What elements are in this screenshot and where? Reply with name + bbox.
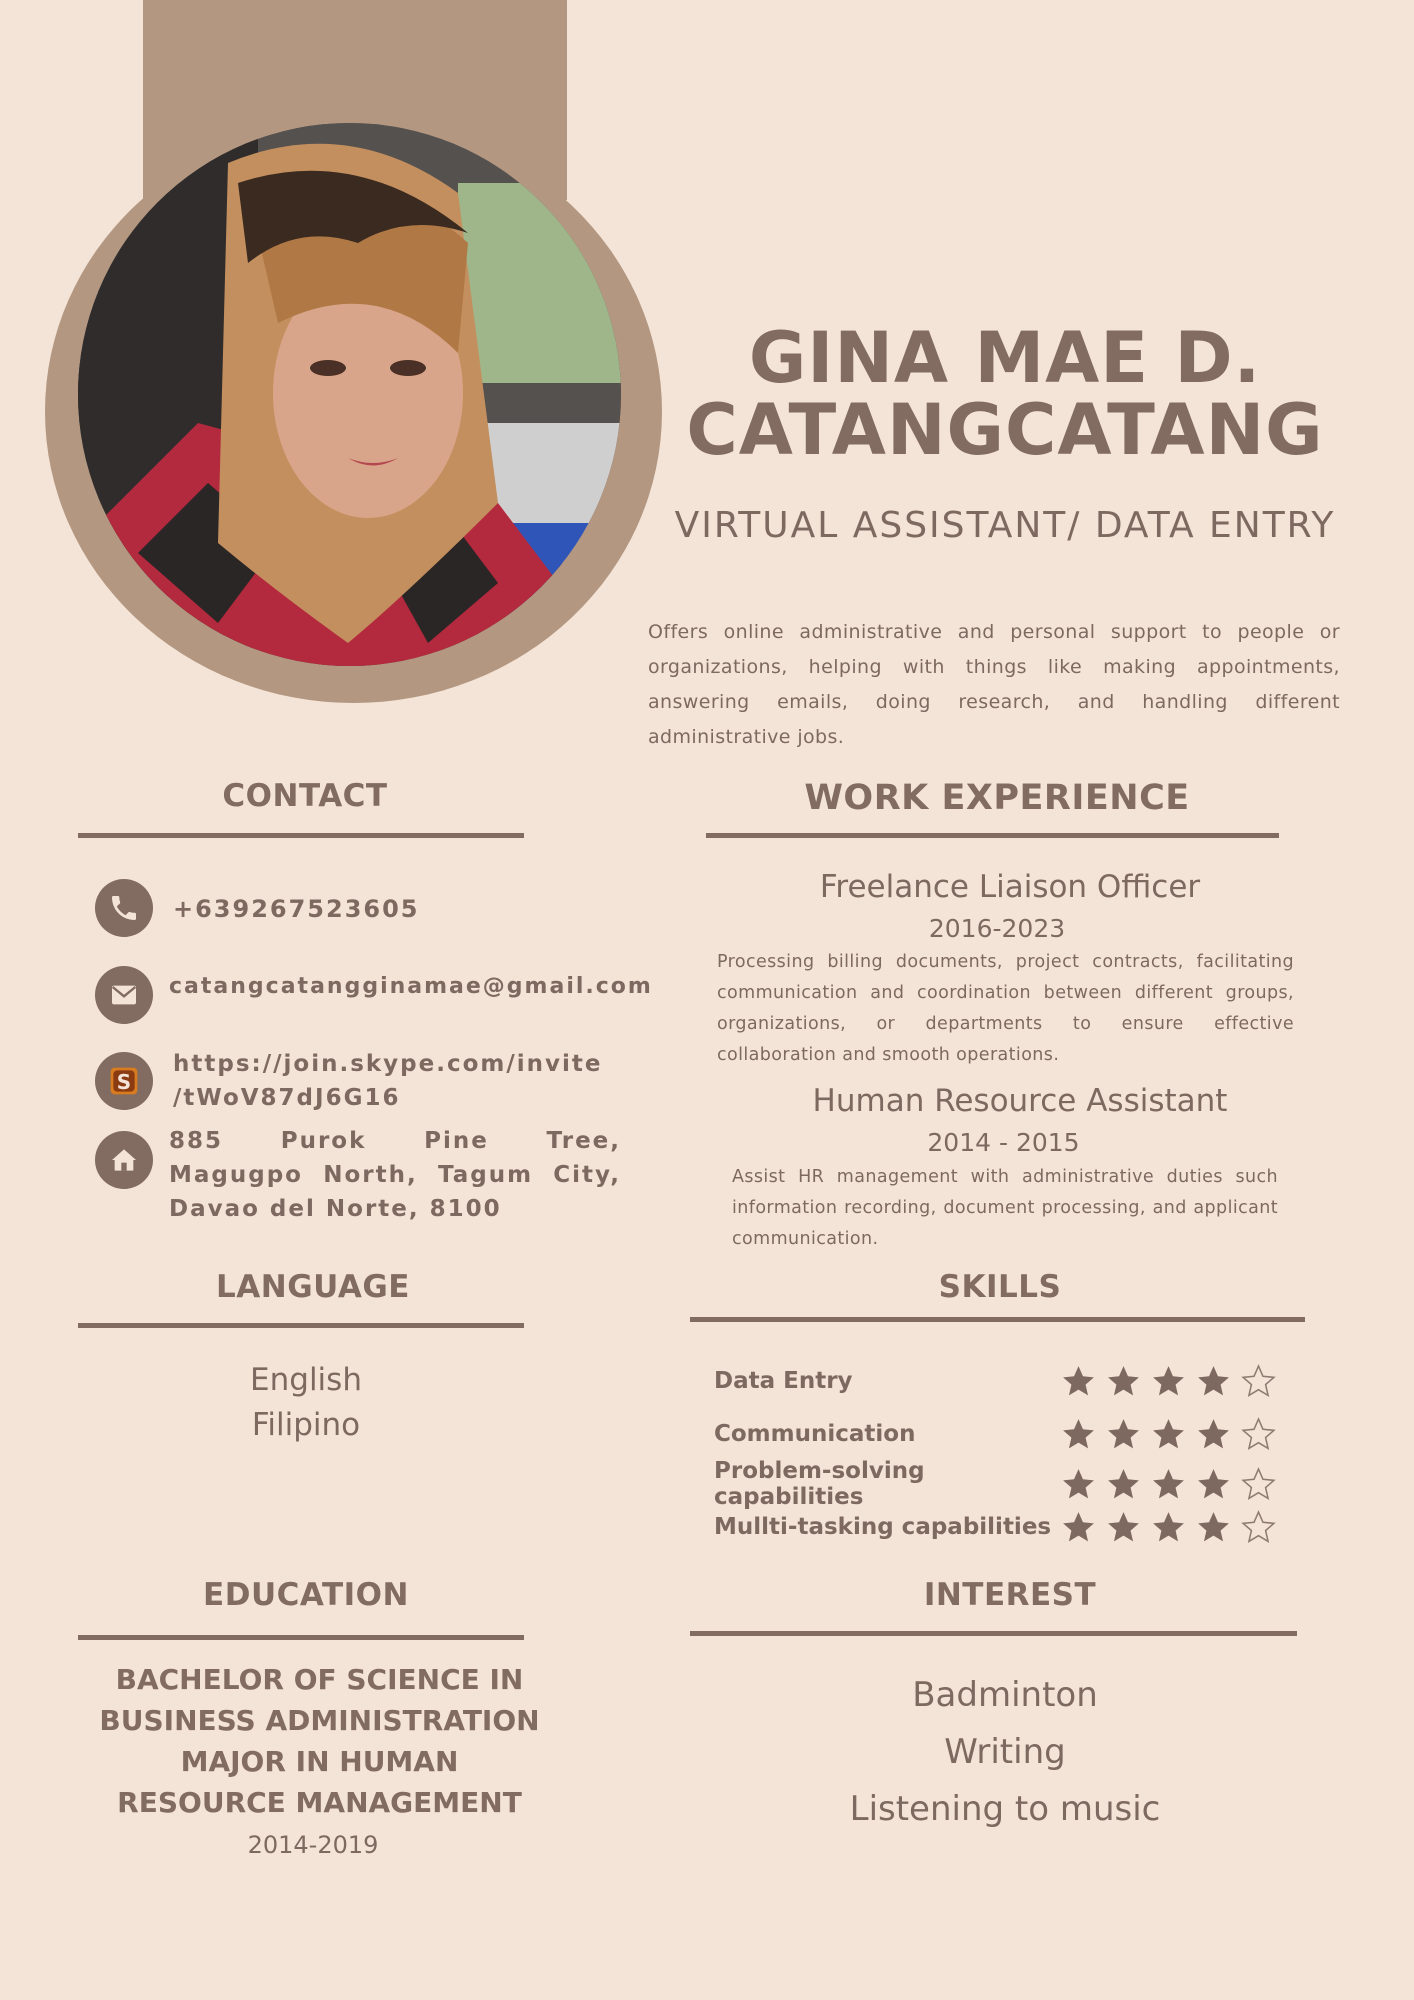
degree-line: MAJOR IN HUMAN — [180, 1745, 459, 1778]
contact-heading: CONTACT — [222, 778, 388, 814]
profile-summary: Offers online administrative and personal support to people or organizations, helping with things like making appointments, answering emails, doing research, and handling different administrative jobs. — [648, 621, 1340, 748]
contact-divider — [78, 833, 524, 838]
skill-rating — [1060, 1363, 1277, 1400]
work-divider — [706, 833, 1279, 838]
star-filled-icon — [1195, 1509, 1232, 1546]
star-filled-icon — [1060, 1416, 1097, 1453]
star-outline-icon — [1240, 1509, 1277, 1546]
job-1-title: Freelance Liaison Officer — [819, 869, 1201, 905]
degree-line: BUSINESS ADMINISTRATION — [99, 1704, 540, 1737]
svg-text:S: S — [116, 1070, 132, 1094]
job-title: VIRTUAL ASSISTANT/ DATA ENTRY — [674, 505, 1336, 546]
name-line-1: GINA MAE D. — [748, 317, 1262, 399]
skill-label: Mullti-tasking capabilities — [714, 1514, 1052, 1540]
contact-phone[interactable]: +639267523605 — [173, 895, 420, 923]
star-outline-icon — [1240, 1466, 1277, 1503]
skill-label: Communication — [714, 1421, 916, 1447]
star-filled-icon — [1150, 1509, 1187, 1546]
phone-icon — [95, 879, 153, 937]
contact-skype[interactable] — [173, 1047, 633, 1115]
skill-rating — [1060, 1509, 1277, 1546]
degree-line: BACHELOR OF SCIENCE IN — [115, 1663, 524, 1696]
interest-divider — [690, 1631, 1297, 1636]
candidate-name — [640, 317, 1370, 471]
skill-row — [714, 1458, 1314, 1510]
star-outline-icon — [1240, 1416, 1277, 1453]
skill-rating — [1060, 1416, 1277, 1453]
language-divider — [78, 1323, 524, 1328]
star-filled-icon — [1150, 1416, 1187, 1453]
contact-address: 885 Purok Pine Tree, Magugpo North, Tagum City, Davao del Norte, 8100 — [169, 1128, 621, 1222]
profile-photo — [78, 123, 621, 666]
star-outline-icon — [1240, 1363, 1277, 1400]
language-heading: LANGUAGE — [216, 1269, 410, 1305]
skill-row — [714, 1507, 1314, 1547]
skill-rating — [1060, 1466, 1277, 1503]
interest-item: Writing — [944, 1732, 1066, 1772]
skill-row — [714, 1414, 1314, 1454]
star-filled-icon — [1105, 1363, 1142, 1400]
star-filled-icon — [1150, 1466, 1187, 1503]
education-heading: EDUCATION — [203, 1577, 409, 1613]
skill-row — [714, 1361, 1314, 1401]
job-2-description: Assist HR management with administrative duties such information recording, document processing, and applicant communication. — [732, 1167, 1278, 1249]
language-item: English — [250, 1362, 362, 1398]
interest-item: Listening to music — [849, 1789, 1161, 1829]
skype-line-2: /tWoV87dJ6G16 — [173, 1085, 401, 1111]
skill-label: Data Entry — [714, 1368, 853, 1394]
education-degree — [78, 1659, 561, 1823]
skill-label: Problem-solving capabilities — [714, 1458, 925, 1510]
star-filled-icon — [1195, 1466, 1232, 1503]
home-icon — [95, 1131, 153, 1189]
mail-icon — [95, 966, 153, 1024]
job-2-years: 2014 - 2015 — [927, 1128, 1080, 1157]
degree-line: RESOURCE MANAGEMENT — [117, 1786, 522, 1819]
star-filled-icon — [1105, 1416, 1142, 1453]
skype-icon — [95, 1052, 153, 1110]
skills-divider — [690, 1317, 1305, 1322]
skills-heading: SKILLS — [938, 1269, 1062, 1305]
job-1-years: 2016-2023 — [928, 914, 1066, 943]
star-filled-icon — [1060, 1466, 1097, 1503]
interest-item: Badminton — [912, 1675, 1098, 1715]
star-filled-icon — [1105, 1466, 1142, 1503]
job-2-title: Human Resource Assistant — [812, 1083, 1228, 1119]
interest-heading: INTEREST — [923, 1577, 1097, 1613]
star-filled-icon — [1195, 1416, 1232, 1453]
language-item: Filipino — [251, 1407, 361, 1443]
skype-line-1: https://join.skype.com/invite — [173, 1051, 603, 1077]
education-divider — [78, 1635, 524, 1640]
star-filled-icon — [1060, 1363, 1097, 1400]
star-filled-icon — [1150, 1363, 1187, 1400]
star-filled-icon — [1060, 1509, 1097, 1546]
name-line-2: CATANGCATANG — [686, 389, 1324, 471]
education-years: 2014-2019 — [247, 1831, 379, 1859]
work-heading: WORK EXPERIENCE — [804, 778, 1190, 818]
star-filled-icon — [1105, 1509, 1142, 1546]
job-1-description: Processing billing documents, project contracts, facilitating communication and coordination between different groups, organizations, or departments to ensure effective collaboration and smooth operations. — [717, 952, 1294, 1065]
star-filled-icon — [1195, 1363, 1232, 1400]
contact-email[interactable]: catangcatangginamae@gmail.com — [169, 974, 653, 999]
